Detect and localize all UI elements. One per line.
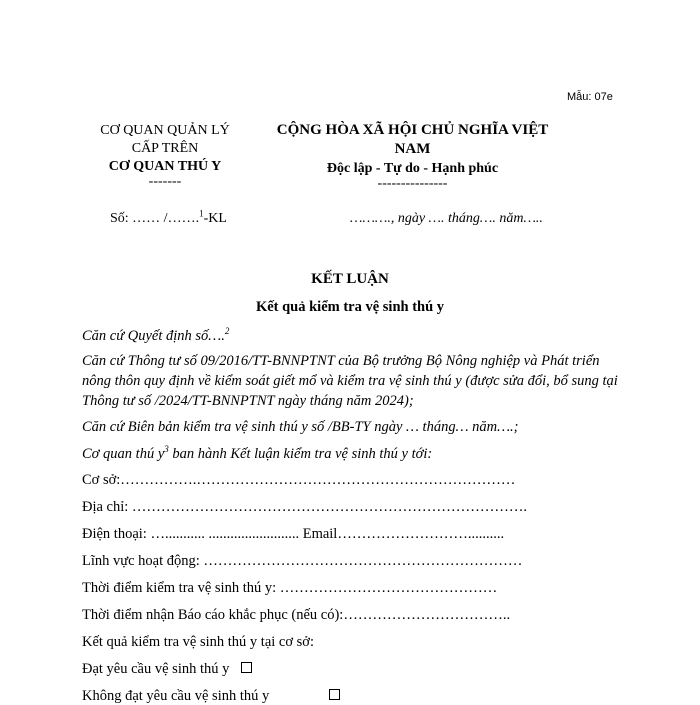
option-fail: Không đạt yêu cầu vệ sinh thú y (82, 688, 340, 705)
country-name-line1: CỘNG HÒA XÃ HỘI CHỦ NGHĨA VIỆT (276, 122, 549, 138)
header-right (270, 121, 555, 190)
address-field: Địa chỉ: ………………………………………………………………………. (82, 499, 528, 515)
inspection-time-field: Thời điểm kiểm tra vệ sinh thú y: ……………………………………… (82, 580, 498, 596)
header-right-divider: --------------- (377, 176, 448, 191)
date-line: ………., ngày …. tháng…. năm….. (350, 211, 543, 226)
agency-superior-line1: CƠ QUAN QUẢN LÝ (100, 123, 230, 138)
basis-minutes: Căn cứ Biên bản kiểm tra vệ sinh thú y số /BB-TY ngày … tháng… năm….; (82, 419, 519, 435)
form-code: Mẫu: 07e (567, 91, 613, 103)
document-title: KẾT LUẬN (311, 271, 389, 287)
basis-circular: Căn cứ Thông tư số 09/2016/TT-BNNPTNT của Bộ trưởng Bộ Nông nghiệp và Phát triển nông thôn quy định về kiểm soát giết mổ và kiểm tra vệ sinh thú y (được sửa đổi, bổ sung tại Thông tư số /2024/TT-BNNPTNT ngày tháng năm 2024); (82, 353, 618, 409)
agency-superior-line2: CẤP TRÊN (131, 141, 199, 156)
footnote-marker: 1 (199, 208, 204, 219)
result-heading: Kết quả kiểm tra vệ sinh thú y tại cơ sở: (82, 634, 314, 650)
facility-field: Cơ sở:…………….………………………………………………………… (82, 472, 516, 488)
document-subtitle: Kết quả kiểm tra vệ sinh thú y (255, 299, 445, 315)
veterinary-agency: CƠ QUAN THÚ Y (108, 159, 222, 174)
field-of-activity: Lĩnh vực hoạt động: ………………………………………………………… (82, 553, 523, 569)
fail-checkbox[interactable] (329, 689, 340, 700)
header-left (90, 122, 240, 188)
header-left-divider: ------- (148, 174, 182, 189)
issuer-statement: Cơ quan thú $y^3$ ban hành Kết luận kiểm tra vệ sinh thú y tới: (82, 444, 433, 462)
report-time-field: Thời điểm nhận Báo cáo khắc phục (nếu có):…………………………….. (82, 607, 511, 623)
document-number: Số: …… /…….$^1$-KL (110, 208, 227, 226)
pass-checkbox[interactable] (241, 662, 252, 673)
option-pass: Đạt yêu cầu vệ sinh thú y (82, 661, 252, 678)
motto: Độc lập - Tự do - Hạnh phúc (326, 161, 499, 176)
basis-decision: Căn cứ Quyết định số….$^2$ (82, 326, 230, 344)
country-name-line2: NAM (394, 141, 431, 157)
phone-email-field: Điện thoại: …........... ......................... Email……………………….......... (82, 526, 505, 542)
